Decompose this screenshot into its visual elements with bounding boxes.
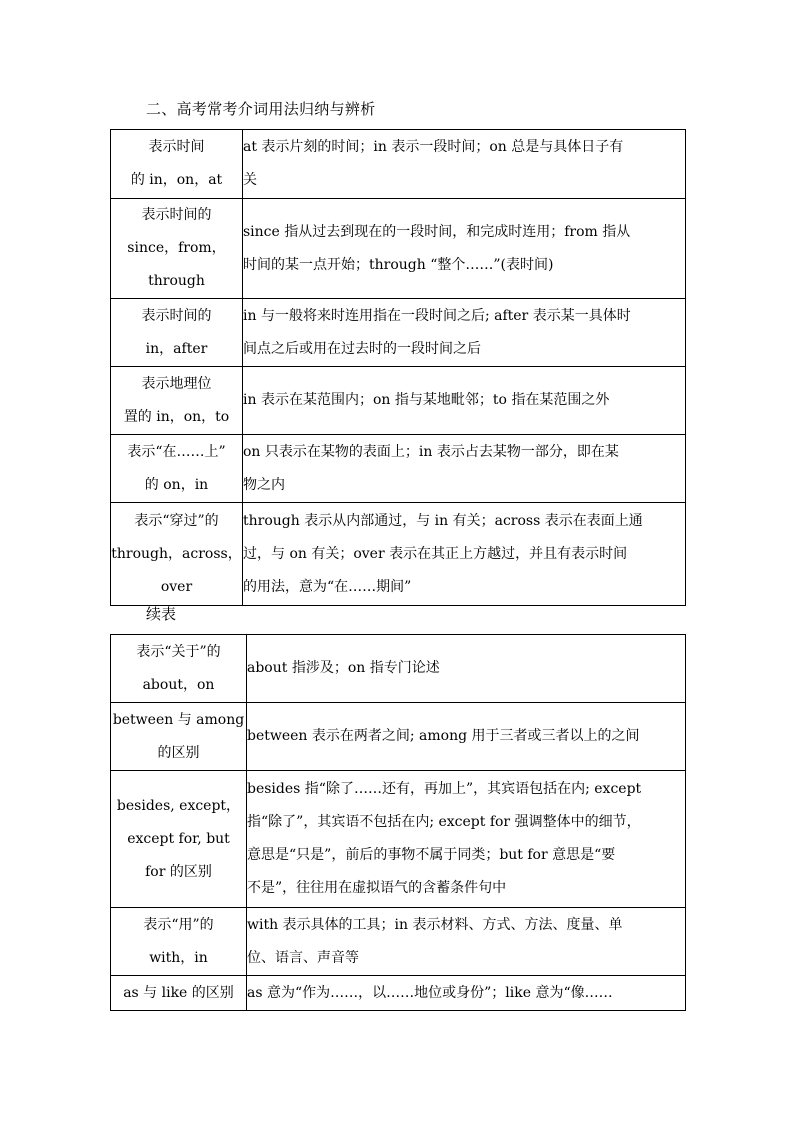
category-line: for 的区别: [145, 863, 212, 880]
description-line: about 指涉及；on 指专门论述: [247, 660, 440, 676]
category-line: about，on: [142, 676, 215, 693]
table-row: [111, 503, 686, 606]
description-line: 不是”，往往用在虚拟语气的含蓄条件句中: [247, 880, 507, 896]
category-cell: [111, 299, 243, 367]
description-line: between 表示在两者之间; among 用于三者或三者以上的之间: [247, 728, 640, 744]
category-cell: [111, 367, 243, 435]
table-row: [111, 976, 686, 1011]
category-line: 表示“关于”的: [136, 643, 221, 660]
category-line: 置的 in，on，to: [123, 408, 230, 425]
description-line: through 表示从内部通过，与 in 有关；across 表示在表面上通: [243, 512, 643, 529]
description-cell: [247, 635, 686, 703]
preposition-usage-table-continued: [110, 634, 686, 1011]
description-cell: [243, 299, 686, 367]
category-cell: [111, 199, 243, 299]
description-cell: [243, 503, 686, 606]
description-cell: [247, 976, 686, 1011]
category-line: 表示“穿过”的: [134, 512, 219, 529]
description-line: as 意为“作为……，以……地位或身份”；like 意为“像……: [247, 984, 613, 1001]
description-line: in 与一般将来时连用指在一段时间之后; after 表示某一具体时: [243, 307, 631, 324]
description-line: 间点之后或用在过去时的一段时间之后: [243, 340, 481, 357]
table-row: [111, 435, 686, 503]
description-cell: [243, 130, 686, 199]
description-cell: [247, 771, 686, 908]
category-cell: [111, 908, 247, 976]
description-line: 指“除了”，其宾语不包括在内; except for 强调整体中的细节，: [247, 814, 641, 830]
table-row: [111, 199, 686, 299]
category-line: 表示时间的: [141, 307, 212, 324]
description-line: with 表示具体的工具；in 表示材料、方式、方法、度量、单: [247, 916, 623, 933]
category-line: 表示时间的: [141, 207, 212, 223]
category-line: since，from，: [127, 240, 226, 256]
description-cell: [243, 435, 686, 503]
description-cell: [243, 199, 686, 299]
continued-table-label: 续表: [146, 605, 177, 623]
category-cell: [111, 976, 247, 1011]
description-line: 物之内: [243, 476, 285, 493]
preposition-usage-table: [110, 129, 686, 606]
category-line: between 与 among: [112, 711, 245, 728]
description-line: on 只表示在某物的表面上；in 表示占去某物一部分，即在某: [243, 443, 619, 460]
description-line: besides 指“除了……还有，再加上”，其宾语包括在内; except: [247, 781, 642, 797]
description-line: 时间的某一点开始；through “整个……”(表时间): [243, 256, 554, 273]
category-line: through: [148, 273, 205, 289]
category-line: besides, except，: [116, 797, 241, 814]
table-row: [111, 703, 686, 771]
description-cell: [243, 367, 686, 435]
category-cell: [111, 503, 243, 606]
table-row: [111, 771, 686, 908]
table-row: [111, 367, 686, 435]
category-line: 表示地理位: [141, 375, 212, 392]
category-cell: [111, 635, 247, 703]
category-line: with，in: [149, 949, 208, 966]
category-line: over: [160, 578, 193, 595]
category-line: 的区别: [157, 744, 200, 761]
category-line: 表示“用”的: [143, 916, 214, 933]
section-heading: 二、高考常考介词用法归纳与辨析: [146, 100, 376, 118]
description-cell: [247, 908, 686, 976]
description-line: 关: [243, 172, 257, 188]
table-row: [111, 130, 686, 199]
description-line: 意思是“只是”，前后的事物不属于同类；but for 意思是“要: [247, 847, 616, 863]
category-cell: [111, 435, 243, 503]
category-line: 的 in，on，at: [130, 172, 223, 188]
category-line: 表示时间: [148, 139, 205, 155]
table-row: [111, 299, 686, 367]
description-line: at 表示片刻的时间；in 表示一段时间；on 总是与具体日子有: [243, 139, 624, 155]
category-cell: [111, 703, 247, 771]
category-line: 表示“在……上”: [127, 443, 226, 460]
category-cell: [111, 130, 243, 199]
category-line: through，across，: [111, 545, 242, 562]
category-line: in，after: [145, 340, 208, 357]
description-line: 的用法，意为“在……期间”: [243, 578, 412, 595]
category-line: as 与 like 的区别: [123, 984, 234, 1001]
description-line: in 表示在某范围内；on 指与某地毗邻；to 指在某范围之外: [243, 392, 610, 408]
table-row: [111, 635, 686, 703]
category-cell: [111, 771, 247, 908]
description-line: 位、语言、声音等: [247, 949, 359, 966]
description-cell: [247, 703, 686, 771]
category-line: 的 on，in: [144, 476, 209, 493]
table-row: [111, 908, 686, 976]
category-line: except for, but: [127, 830, 230, 847]
description-line: since 指从过去到现在的一段时间，和完成时连用；from 指从: [243, 223, 631, 240]
description-line: 过，与 on 有关；over 表示在其正上方越过，并且有表示时间: [243, 545, 628, 562]
